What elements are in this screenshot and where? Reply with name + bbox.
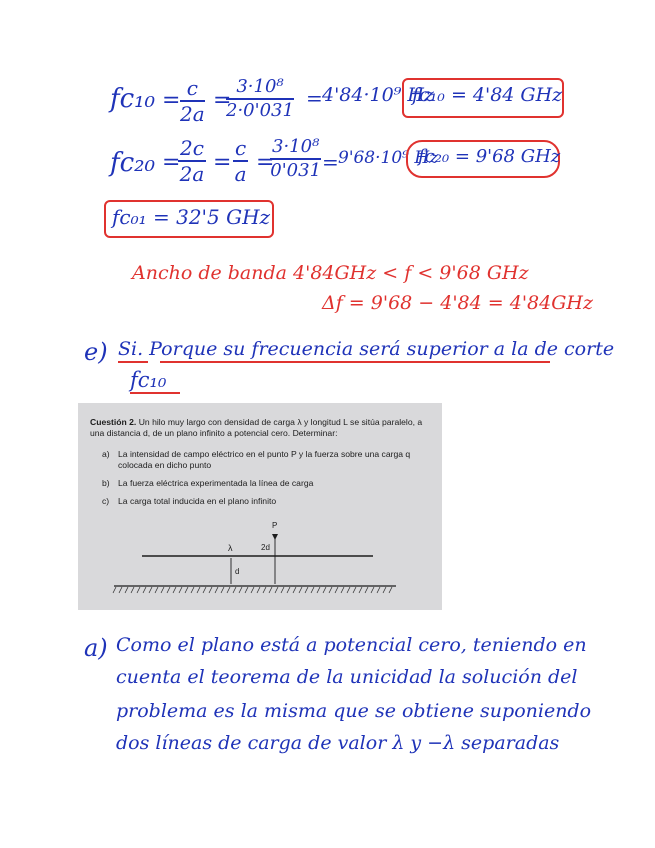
fraction-numerator: 3·10⁸	[226, 78, 294, 100]
equals-sign: =	[213, 88, 232, 113]
underline-si	[118, 361, 148, 363]
fraction-denominator: a	[234, 162, 247, 186]
fc20-result: 9'68·10⁹ Hz	[338, 148, 439, 168]
fraction-3e8-over-0031	[270, 138, 321, 180]
item-b-line-1: La fuerza eléctrica experimentada la línea de carga	[118, 478, 314, 488]
equals-sign: =	[213, 150, 232, 175]
point-p-label: P	[272, 521, 278, 530]
fraction-c-over-2a	[180, 78, 205, 124]
question-title: Cuestión 2.	[90, 417, 137, 427]
equals-sign: =	[162, 150, 181, 175]
item-a-line-1: La intensidad de campo eléctrico en el punto P y la fuerza sobre una carga q	[118, 449, 411, 459]
lambda-label: λ	[228, 543, 233, 553]
fc10-symbol: fc₁₀	[110, 84, 156, 114]
fraction-denominator: 0'031	[270, 160, 322, 181]
item-b-label: b)	[102, 478, 110, 488]
fraction-numerator: c	[180, 78, 205, 102]
fraction-2c-over-2a	[178, 138, 206, 184]
underline-fc10	[130, 392, 180, 394]
fraction-3e8-over-2x0031	[226, 78, 294, 120]
fc10-boxed-answer: fc₁₀ = 4'84 GHz	[412, 84, 563, 106]
equals-sign: =	[306, 86, 323, 110]
fraction-numerator: 2c	[180, 136, 204, 160]
fraction-numerator: c	[235, 136, 247, 160]
item-a-label: a)	[102, 449, 110, 459]
fraction-c-over-a	[233, 138, 248, 184]
fc10-result: 4'84·10⁹ Hz	[322, 84, 434, 106]
bandwidth-line-2: Δf = 9'68 − 4'84 = 4'84GHz	[322, 292, 593, 314]
part-e-label: e)	[84, 338, 108, 366]
bandwidth-line-1: Ancho de banda 4'84GHz < f < 9'68 GHz	[132, 262, 529, 284]
plane-hatching	[113, 587, 392, 593]
question-intro-line-2: una distancia d, de un plano infinito a potencial cero. Determinar:	[90, 428, 338, 438]
distance-d-label: d	[235, 567, 240, 576]
fraction-numerator: 3·10⁸	[270, 138, 321, 160]
distance-2d-label: 2d	[261, 543, 270, 552]
part-e-answer-line-2: fc₁₀	[130, 368, 167, 392]
fraction-denominator: 2a	[179, 162, 205, 186]
fc01-boxed-answer: fc₀₁ = 32'5 GHz	[112, 205, 271, 229]
part-a-label: a)	[84, 634, 108, 662]
point-p-arrow	[272, 534, 278, 540]
equals-sign: =	[256, 150, 275, 175]
part-e-answer-line-1: Si. Porque su frecuencia será superior a la de corte	[118, 338, 615, 360]
equals-sign: =	[162, 88, 181, 113]
equals-sign: =	[322, 150, 339, 174]
underline-answer	[160, 361, 550, 363]
part-a-line-4: dos líneas de carga de valor λ y −λ separadas	[116, 732, 560, 754]
charged-wire-diagram	[78, 403, 442, 610]
item-a-line-2: colocada en dicho punto	[118, 460, 212, 470]
fraction-denominator: 2a	[180, 102, 205, 126]
fc20-boxed-answer: fc₂₀ = 9'68 GHz	[418, 146, 561, 167]
question-text: Un hilo muy largo con densidad de carga λ y longitud L se sitúa paralelo, a	[136, 417, 423, 427]
item-c-label: c)	[102, 496, 110, 506]
fc20-symbol: fc₂₀	[110, 148, 156, 178]
item-c-line-1: La carga total inducida en el plano infinito	[118, 496, 277, 506]
part-a-line-3: problema es la misma que se obtiene suponiendo	[116, 700, 592, 722]
fraction-denominator: 2·0'031	[226, 100, 294, 121]
problem-photo	[78, 403, 442, 610]
part-a-line-2: cuenta el teorema de la unicidad la solución del	[116, 666, 578, 688]
part-a-line-1: Como el plano está a potencial cero, teniendo en	[116, 634, 587, 656]
